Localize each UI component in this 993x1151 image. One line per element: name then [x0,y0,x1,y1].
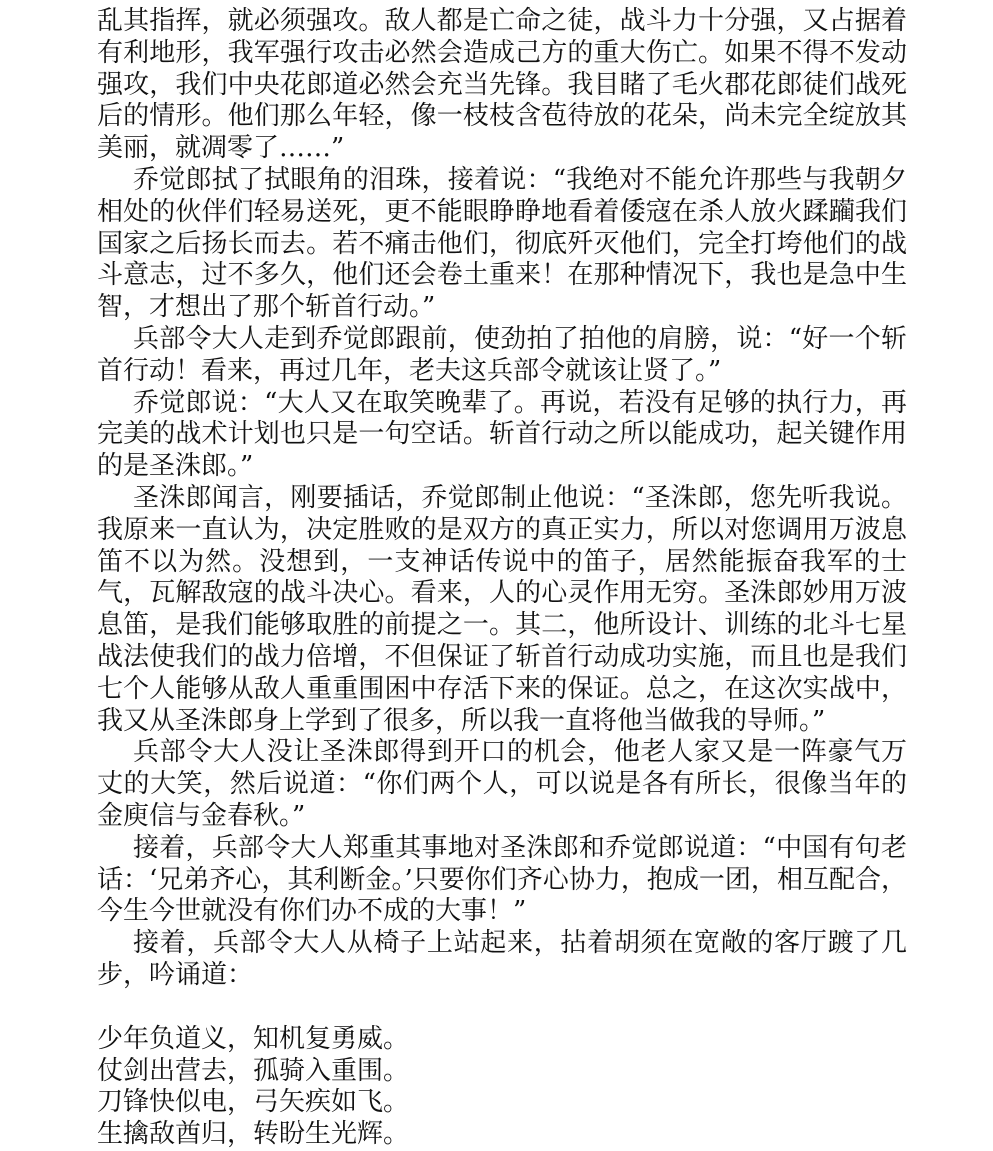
document-page [97,6,907,1151]
paragraph-3: 兵部令大人走到乔觉郎跟前，使劲拍了拍他的肩膀，说：“好一个斩首行动！看来，再过几年，老夫这兵部令就该让贤了。” [97,323,907,386]
paragraph-6: 兵部令大人没让圣洙郎得到开口的机会，他老人家又是一阵豪气万丈的大笑，然后说道：“你们两个人，可以说是各有所长，很像当年的金庾信与金春秋。” [97,737,907,831]
paragraph-8: 接着，兵部令大人从椅子上站起来，拈着胡须在宽敞的客厅踱了几步，吟诵道： [97,928,907,990]
poem-line-2: 仗剑出营去，孤骑入重围。 [97,1055,410,1086]
paragraph-1: 乱其指挥，就必须强攻。敌人都是亡命之徒，战斗力十分强，又占据着有利地形，我军强行攻击必然会造成己方的重大伤亡。如果不得不发动强攻，我们中央花郎道必然会充当先锋。我目睹了毛火郡花郎徒们战死后的情形。他们那么年轻，像一枝枝含苞待放的花朵，尚未完全绽放其美丽，就凋零了……” [97,6,907,164]
poem-line-4: 生擒敌酋归，转盼生光辉。 [97,1119,410,1150]
poem-line-1: 少年负道义，知机复勇威。 [97,1023,410,1054]
paragraph-4: 乔觉郎说：“大人又在取笑晚辈了。再说，若没有足够的执行力，再完美的战术计划也只是一句空话。斩首行动之所以能成功，起关键作用的是圣洙郎。” [97,387,907,482]
poem-block [97,1024,907,1151]
paragraph-2: 乔觉郎拭了拭眼角的泪珠，接着说：“我绝对不能允许那些与我朝夕相处的伙伴们轻易送死，更不能眼睁睁地看着倭寇在杀人放火蹂躏我们国家之后扬长而去。若不痛击他们，彻底歼灭他们，完全打垮他们的战斗意志，过不多久，他们还会卷土重来！在那种情况下，我也是急中生智，才想出了那个斩首行动。” [97,164,907,323]
paragraph-7: 接着，兵部令大人郑重其事地对圣洙郎和乔觉郎说道：“中国有句老话：‘兄弟齐心，其利断金。’只要你们齐心协力，抱成一团，相互配合，今生今世就没有你们办不成的大事！” [97,832,907,927]
poem-line-3: 刀锋快似电，弓矢疾如飞。 [97,1087,410,1118]
paragraph-5: 圣洙郎闻言，刚要插话，乔觉郎制止他说：“圣洙郎，您先听我说。我原来一直认为，决定胜败的是双方的真正实力，所以对您调用万波息笛不以为然。没想到，一支神话传说中的笛子，居然能振奋我军的士气，瓦解敌寇的战斗决心。看来，人的心灵作用无穷。圣洙郎妙用万波息笛，是我们能够取胜的前提之一。其二，他所设计、训练的北斗七星战法使我们的战力倍增，不但保证了斩首行动成功实施，而且也是我们七个人能够从敌人重重围困中存活下来的保证。总之，在这次实战中，我又从圣洙郎身上学到了很多，所以我一直将他当做我的导师。” [97,482,907,736]
